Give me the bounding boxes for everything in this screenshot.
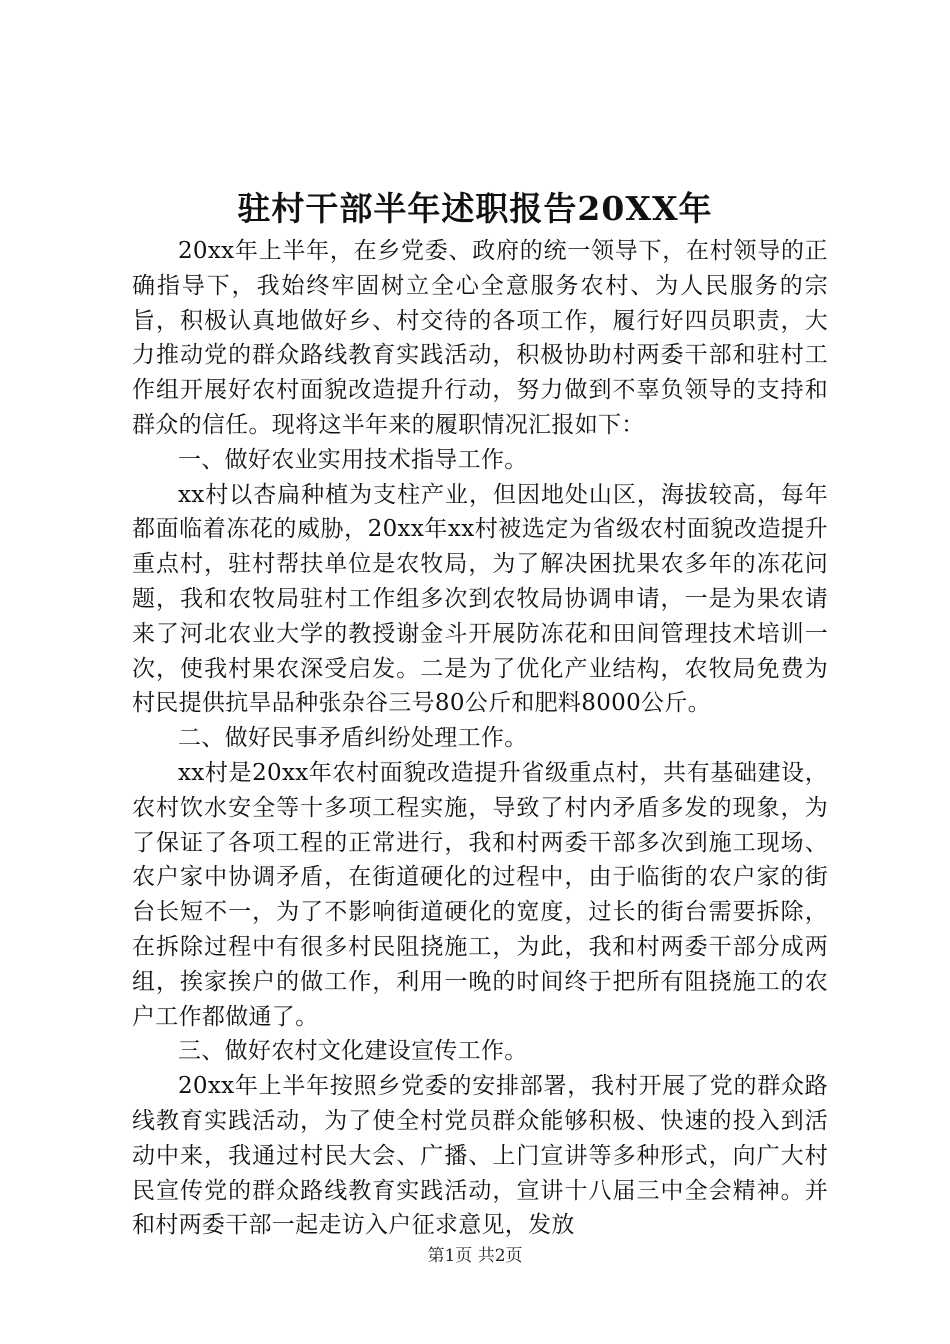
document-body <box>132 234 828 1243</box>
intro-paragraph: 20xx年上半年，在乡党委、政府的统一领导下，在村领导的正确指导下，我始终牢固树立全心全意服务农村、为人民服务的宗旨，积极认真地做好乡、村交待的各项工作，履行好四员职责，大力推动党的群众路线教育实践活动，积极协助村两委干部和驻村工作组开展好农村面貌改造提升行动，努力做到不辜负领导的支持和群众的信任。现将这半年来的履职情况汇报如下： <box>132 238 828 438</box>
section-heading-2: 二、做好民事矛盾纠纷处理工作。 <box>178 725 528 752</box>
section-heading-1: 一、做好农业实用技术指导工作。 <box>178 446 528 473</box>
document-title: 驻村干部半年述职报告20XX年 <box>237 189 713 228</box>
section-2-paragraph: xx村是20xx年农村面貌改造提升省级重点村，共有基础建设，农村饮水安全等十多项工程实施，导致了村内矛盾多发的现象，为了保证了各项工程的正常进行，我和村两委干部多次到施工现场、农户家中协调矛盾，在街道硬化的过程中，由于临街的农户家的街台长短不一，为了不影响街道硬化的宽度，过长的街台需要拆除，在拆除过程中有很多村民阻挠施工，为此，我和村两委干部分成两组，挨家挨户的做工作，利用一晚的时间终于把所有阻挠施工的农户工作都做通了。 <box>132 759 828 1030</box>
page-footer: 第1页 共2页 <box>427 1246 523 1266</box>
section-1-paragraph: xx村以杏扁种植为支柱产业，但因地处山区，海拔较高，每年都面临着冻花的威胁，20xx年xx村被选定为省级农村面貌改造提升重点村，驻村帮扶单位是农牧局，为了解决困扰果农多年的冻花问题，我和农牧局驻村工作组多次到农牧局协调申请，一是为果农请来了河北农业大学的教授谢金斗开展防冻花和田间管理技术培训一次，使我村果农深受启发。二是为了优化产业结构，农牧局免费为村民提供抗旱品种张杂谷三号80公斤和肥料8000公斤。 <box>132 481 828 717</box>
section-heading-3: 三、做好农村文化建设宣传工作。 <box>178 1038 528 1065</box>
section-3-paragraph: 20xx年上半年按照乡党委的安排部署，我村开展了党的群众路线教育实践活动，为了使全村党员群众能够积极、快速的投入到活动中来，我通过村民大会、广播、上门宣讲等多种形式，向广大村民宣传党的群众路线教育实践活动，宣讲十八届三中全会精神。并和村两委干部一起走访入户征求意见，发放 <box>132 1073 828 1239</box>
